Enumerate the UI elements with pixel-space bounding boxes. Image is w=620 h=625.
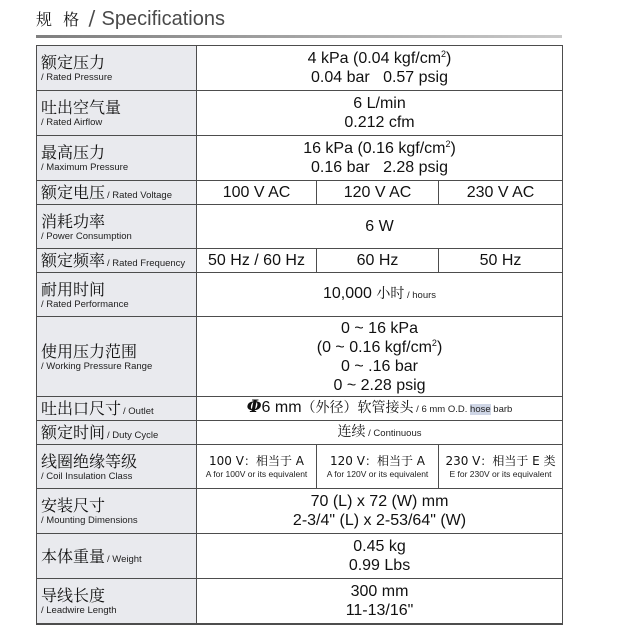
label-cell [37, 397, 197, 421]
row-rated-pressure [37, 46, 563, 91]
title-zh: 规 格 [36, 10, 83, 29]
label-cell [37, 91, 197, 136]
insulation-zh: 120 V：相当于 A [330, 453, 425, 468]
insulation-en: E for 230V or its equivalent [449, 468, 552, 479]
label-en: / Rated Pressure [41, 72, 113, 83]
value-text: 0.99 Lbs [348, 557, 411, 574]
value-text: 4 kPa (0.04 kgf/cm [307, 50, 442, 67]
value-text: 300 mm [350, 582, 409, 600]
value-cell-100v: 100 V AC [197, 181, 317, 205]
label-zh: 额定压力 [41, 53, 106, 72]
value-text-en-part: / 6 mm O.D. [413, 404, 471, 415]
value-text-en: / Continuous [365, 428, 422, 439]
insulation-zh: 230 V：相当于 E 类 [445, 453, 556, 468]
value-cell-100v: 50 Hz / 60 Hz [197, 249, 317, 273]
label-zh: 额定电压 [41, 183, 106, 202]
label-zh: 额定时间 [41, 423, 106, 442]
value-text: 10,000 [322, 285, 377, 302]
label-zh: 吐出空气量 [41, 98, 122, 117]
label-cell [37, 579, 197, 624]
title-underline [36, 35, 562, 38]
spec-table [36, 45, 563, 625]
label-en: / Rated Voltage [107, 190, 172, 201]
label-cell [37, 205, 197, 249]
value-cell-230v: 230 V AC [439, 181, 563, 205]
label-en: / Working Pressure Range [41, 360, 153, 372]
label-zh: 消耗功率 [41, 211, 106, 231]
label-zh: 耐用时间 [41, 279, 106, 299]
label-zh: 导线长度 [41, 585, 106, 605]
value-text: 6 mm [261, 399, 302, 416]
row-weight [37, 534, 563, 579]
value-text: 2-3/4" (L) x 2-53/64" (W) [292, 512, 467, 529]
value-text-zh: （外径）软管接头 [301, 400, 414, 416]
row-rated-frequency [37, 249, 563, 273]
value-text: 0.212 cfm [344, 114, 415, 131]
label-en: / Coil Insulation Class [41, 470, 133, 482]
label-cell [37, 249, 197, 273]
label-zh: 最高压力 [41, 143, 106, 162]
value-cell [197, 489, 563, 534]
value-text: ) [436, 338, 443, 356]
row-duty-cycle [37, 421, 563, 445]
value-cell [197, 421, 563, 445]
label-en: / Rated Performance [41, 298, 129, 310]
label-en: / Outlet [123, 406, 154, 417]
value-cell: 6 W [197, 205, 563, 249]
value-text: 6 L/min [353, 95, 406, 112]
value-text: 0.04 bar 0.57 psig [311, 69, 448, 86]
value-cell [197, 397, 563, 421]
label-zh: 额定频率 [41, 251, 106, 270]
label-zh: 线圈绝缘等级 [41, 451, 138, 471]
value-cell [197, 46, 563, 91]
label-cell [37, 136, 197, 181]
value-text-en: / hours [404, 290, 437, 301]
label-zh: 本体重量 [41, 546, 106, 566]
label-cell [37, 273, 197, 317]
value-cell [197, 136, 563, 181]
highlighted-text: hose [470, 404, 491, 415]
value-text: 0.45 kg [353, 538, 406, 555]
value-text-en [414, 404, 513, 415]
label-cell [37, 181, 197, 205]
value-text: (0 ~ 0.16 kgf/cm [316, 338, 432, 356]
label-zh: 安装尺寸 [41, 496, 106, 515]
row-leadwire-length [37, 579, 563, 624]
label-zh: 使用压力范围 [41, 341, 138, 361]
value-text-zh: 连续 [337, 424, 366, 440]
value-text: ) [446, 50, 452, 67]
label-cell [37, 445, 197, 489]
insulation-cell-120v [317, 445, 439, 489]
row-working-pressure-range [37, 317, 563, 397]
title-sep: / [82, 6, 102, 30]
diameter-symbol: Φ [246, 397, 262, 417]
superscript: 2 [431, 337, 437, 348]
value-cell [197, 579, 563, 624]
page-title [36, 4, 225, 32]
insulation-en: A for 100V or its equivalent [205, 468, 308, 479]
row-power-consumption [37, 205, 563, 249]
label-en: / Power Consumption [41, 230, 132, 242]
title-en: Specifications [101, 8, 225, 30]
superscript: 2 [445, 139, 451, 149]
value-text: 16 kPa (0.16 kgf/cm [303, 140, 446, 157]
label-cell [37, 317, 197, 397]
label-cell [37, 421, 197, 445]
label-cell [37, 489, 197, 534]
value-text: 0 ~ 2.28 psig [333, 376, 426, 394]
row-rated-performance [37, 273, 563, 317]
value-text: 11-13/16" [345, 601, 414, 619]
row-max-pressure [37, 136, 563, 181]
row-rated-voltage [37, 181, 563, 205]
value-text: 0.16 bar 2.28 psig [311, 159, 448, 176]
value-text-en-part: barb [490, 404, 513, 415]
value-text: 0 ~ 16 kPa [341, 319, 418, 337]
value-cell [197, 534, 563, 579]
value-cell-230v: 50 Hz [439, 249, 563, 273]
value-text: 0 ~ .16 bar [341, 357, 418, 375]
row-outlet [37, 397, 563, 421]
row-mounting-dimensions [37, 489, 563, 534]
label-cell [37, 46, 197, 91]
label-cell [37, 534, 197, 579]
label-zh: 吐出口尺寸 [41, 399, 122, 418]
label-en: / Weight [107, 553, 142, 565]
insulation-en: A for 120V or its equivalent [326, 468, 429, 479]
value-cell-120v: 120 V AC [317, 181, 439, 205]
label-en: / Duty Cycle [107, 430, 159, 441]
superscript: 2 [441, 49, 447, 59]
insulation-cell-100v [197, 445, 317, 489]
insulation-cell-230v [439, 445, 563, 489]
row-coil-insulation [37, 445, 563, 489]
value-cell [197, 273, 563, 317]
insulation-zh: 100 V：相当于 A [209, 453, 304, 468]
label-en: / Maximum Pressure [41, 162, 129, 173]
value-text: 70 (L) x 72 (W) mm [310, 493, 449, 510]
label-en: / Mounting Dimensions [41, 515, 138, 526]
value-cell [197, 91, 563, 136]
value-cell-120v: 60 Hz [317, 249, 439, 273]
label-en: / Rated Airflow [41, 117, 103, 128]
value-cell [197, 317, 563, 397]
value-text: ) [450, 140, 456, 157]
value-text-zh: 小时 [376, 286, 405, 302]
label-en: / Rated Frequency [107, 258, 186, 269]
label-en: / Leadwire Length [41, 604, 117, 616]
row-rated-airflow [37, 91, 563, 136]
